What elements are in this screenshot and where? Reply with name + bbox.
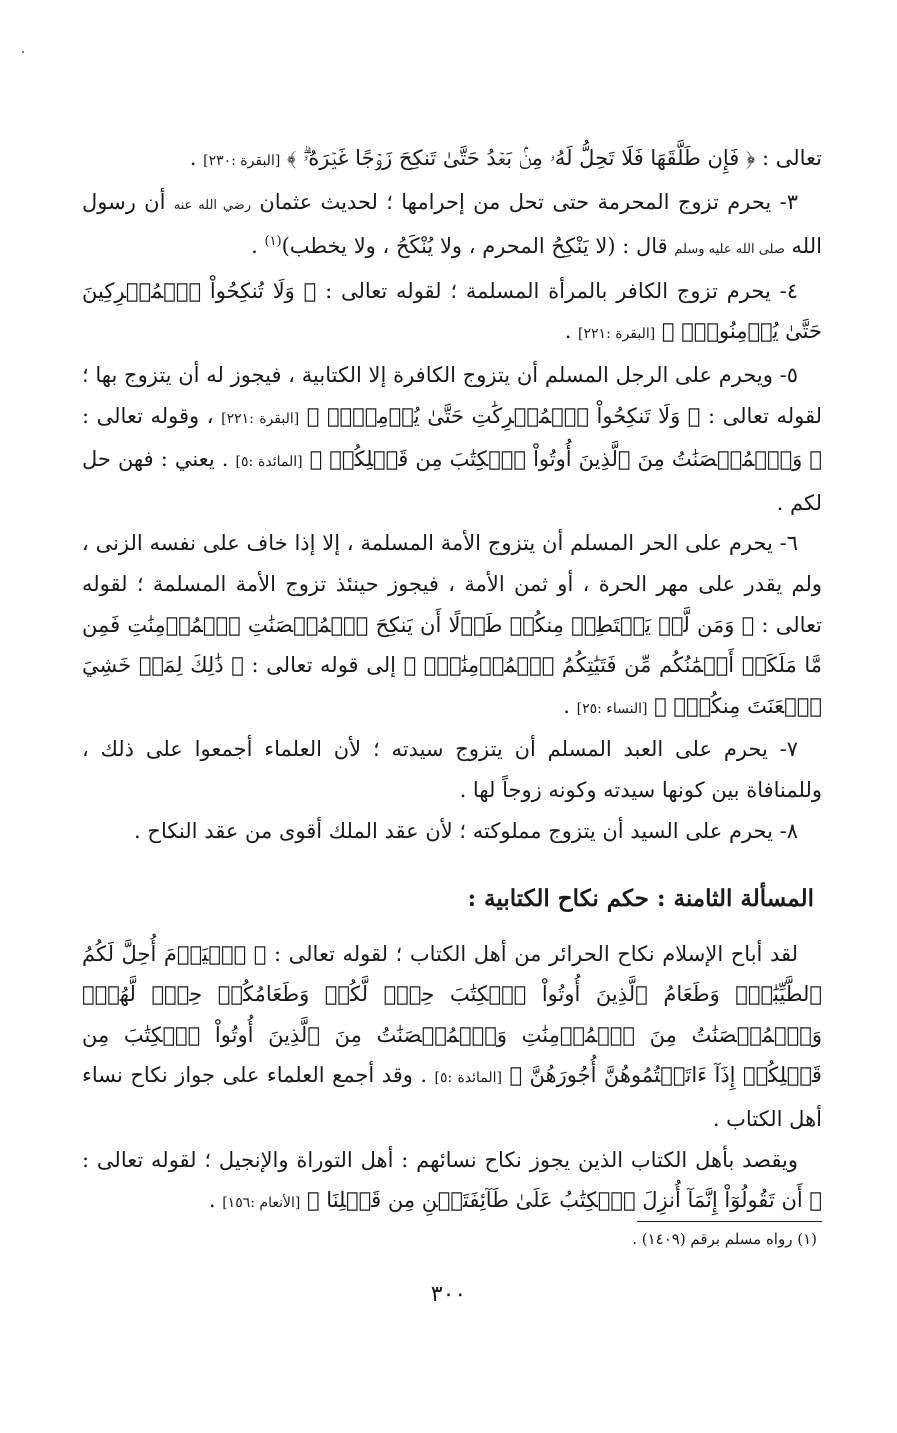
rule-3 xyxy=(82,182,822,271)
quran-verse: ﴿ ٱلۡيَوۡمَ أُحِلَّ لَكُمُ ٱلطَّيِّبَٰتُۖ وَطَعَامُ ٱلَّذِينَ أُوتُواْ ٱلۡكِتَٰبَ حِلّٞ لَّكُمۡ وَطَعَامُكُمۡ حِلّٞ لَّهُمۡۖ وَٱلۡمُحۡصَنَٰتُ مِنَ ٱلۡمُؤۡمِنَٰتِ وَٱلۡمُحۡصَنَٰتُ مِنَ ٱلَّذِينَ أُوتُواْ ٱلۡكِتَٰبَ مِن قَبۡلِكُمۡ إِذَآ ءَاتَيۡتُمُوهُنَّ أُجُورَهُنَّ ﴾ xyxy=(82,941,822,1088)
rule-8 xyxy=(82,811,822,852)
footnote-divider xyxy=(637,1221,822,1222)
honorific-glyph: صلى الله عليه وسلم xyxy=(674,242,785,258)
rule-7 xyxy=(82,729,822,810)
rule-4 xyxy=(82,271,822,355)
paragraph-ahl-al-kitab xyxy=(82,1140,822,1224)
quran-verse: ﴿ فَإِن طَلَّقَهَا فَلَا تَحِلُّ لَهُۥ مِنۢ بَعۡدُ حَتَّىٰ تَنكِحَ زَوۡجًا غَيۡرَهُۥۗ ﴾ xyxy=(286,146,756,170)
text: لقد أباح الإسلام نكاح الحرائر من أهل الكتاب ؛ لقوله تعالى : xyxy=(266,941,798,966)
text: ٧- يحرم على العبد المسلم أن يتزوج سيدته ؛ لأن العلماء أجمعوا على ذلك ، وللمنافاة بين كونها سيدته وكونه زوجاً لها . xyxy=(82,737,822,802)
text: . xyxy=(564,319,579,344)
text: ، وقوله تعالى : xyxy=(82,403,222,428)
text: ٤- يحرم تزوج الكافر بالمرأة المسلمة ؛ لقوله تعالى : xyxy=(316,278,798,303)
text: . xyxy=(208,1188,223,1213)
text: أن رسول الله xyxy=(82,189,822,259)
verse-reference: [المائدة :٥] xyxy=(434,1070,503,1087)
quran-verse: ﴿ وَلَا تَنكِحُواْ ٱلۡمُشۡرِكَٰتِ حَتَّىٰ يُؤۡمِنَّۚ ﴾ xyxy=(306,403,701,428)
quran-verse: ﴿ وَلَا تُنكِحُواْ ٱلۡمُشۡرِكِينَ حَتَّىٰ يُؤۡمِنُواْۚ ﴾ xyxy=(82,278,822,344)
verse-reference: [البقرة :٢٣٠] xyxy=(203,153,281,169)
quran-verse: ﴿ وَٱلۡمُحۡصَنَٰتُ مِنَ ٱلَّذِينَ أُوتُواْ ٱلۡكِتَٰبَ مِن قَبۡلِكُمۡ ﴾ xyxy=(309,447,822,472)
text: ٣- يحرم تزوج المحرمة حتى تحل من إحرامها ؛ لحديث عثمان xyxy=(250,189,798,214)
text: . يعني : فهن حل لكم . xyxy=(82,447,822,515)
text: إلى قوله تعالى : xyxy=(243,653,404,678)
footnote-marker[interactable]: (١) xyxy=(264,234,282,250)
text: تعالى : xyxy=(755,146,822,170)
honorific-glyph: رضي الله عنه xyxy=(173,197,251,213)
quran-verse: ﴿ ذَٰلِكَ لِمَنۡ خَشِيَ ٱلۡعَنَتَ مِنكُمۡۚ ﴾ xyxy=(82,653,822,718)
rule-5 xyxy=(82,355,822,523)
paragraph-continuation xyxy=(82,138,822,182)
quran-verse: ﴿ أَن تَقُولُوٓاْ إِنَّمَآ أُنزِلَ ٱلۡكِتَٰبُ عَلَىٰ طَآئِفَتَيۡنِ مِن قَبۡلِنَا ﴾ xyxy=(307,1188,822,1213)
text: ٥- ويحرم على الرجل المسلم أن يتزوج الكافرة إلا الكتابية ، فيجوز له أن يتزوج بها ؛ لقوله تعالى : xyxy=(82,362,823,428)
text: . xyxy=(189,146,204,170)
verse-reference: [البقرة :٢٢١] xyxy=(578,326,656,343)
text: . xyxy=(563,693,577,718)
rule-6 xyxy=(82,523,822,729)
verse-reference: [البقرة :٢٢١] xyxy=(221,410,300,427)
text: . وقد أجمع العلماء على جواز نكاح نساء أهل الكتاب . xyxy=(82,1063,822,1132)
text: ويقصد بأهل الكتاب الذين يجوز نكاح نسائهم : أهل التوراة والإنجيل ؛ لقوله تعالى : xyxy=(82,1147,798,1172)
scan-speck xyxy=(22,51,24,53)
page-number: ٣٠٠ xyxy=(430,1282,467,1307)
verse-reference: [النساء :٢٥] xyxy=(576,700,648,717)
page-body xyxy=(82,138,822,1224)
text: ٦- يحرم على الحر المسلم أن يتزوج الأمة المسلمة ، إلا إذا خاف على نفسه الزنى ، ولم يقدر على مهر الحرة ، أو ثمن الأمة ، فيجوز حينئذ تزوج الأمة المسلمة ؛ لقوله تعالى : xyxy=(82,531,822,637)
section-heading: المسألة الثامنة : حكم نكاح الكتابية : xyxy=(467,885,814,913)
paragraph-kitabiyya xyxy=(82,934,822,1140)
verse-reference: [الأنعام :١٥٦] xyxy=(222,1195,301,1212)
text: ٨- يحرم على السيد أن يتزوج مملوكته ؛ لأن عقد الملك أقوى من عقد النكاح . xyxy=(134,818,798,843)
footnote: (١) رواه مسلم برقم (١٤٠٩) . xyxy=(632,1230,817,1248)
verse-reference: [المائدة :٥] xyxy=(235,454,303,471)
text: قال : (لا يَنْكِحُ المحرم ، ولا يُنْكَحُ ، ولا يخطب) xyxy=(281,234,675,259)
text: . xyxy=(251,234,265,259)
quran-verse: ﴿ وَمَن لَّمۡ يَسۡتَطِعۡ مِنكُمۡ طَوۡلًا أَن يَنكِحَ ٱلۡمُحۡصَنَٰتِ ٱلۡمُؤۡمِنَٰتِ فَمِن مَّا مَلَكَتۡ أَيۡمَٰنُكُم مِّن فَتَيَٰتِكُمُ ٱلۡمُؤۡمِنَٰتِۚ ﴾ xyxy=(82,612,822,678)
